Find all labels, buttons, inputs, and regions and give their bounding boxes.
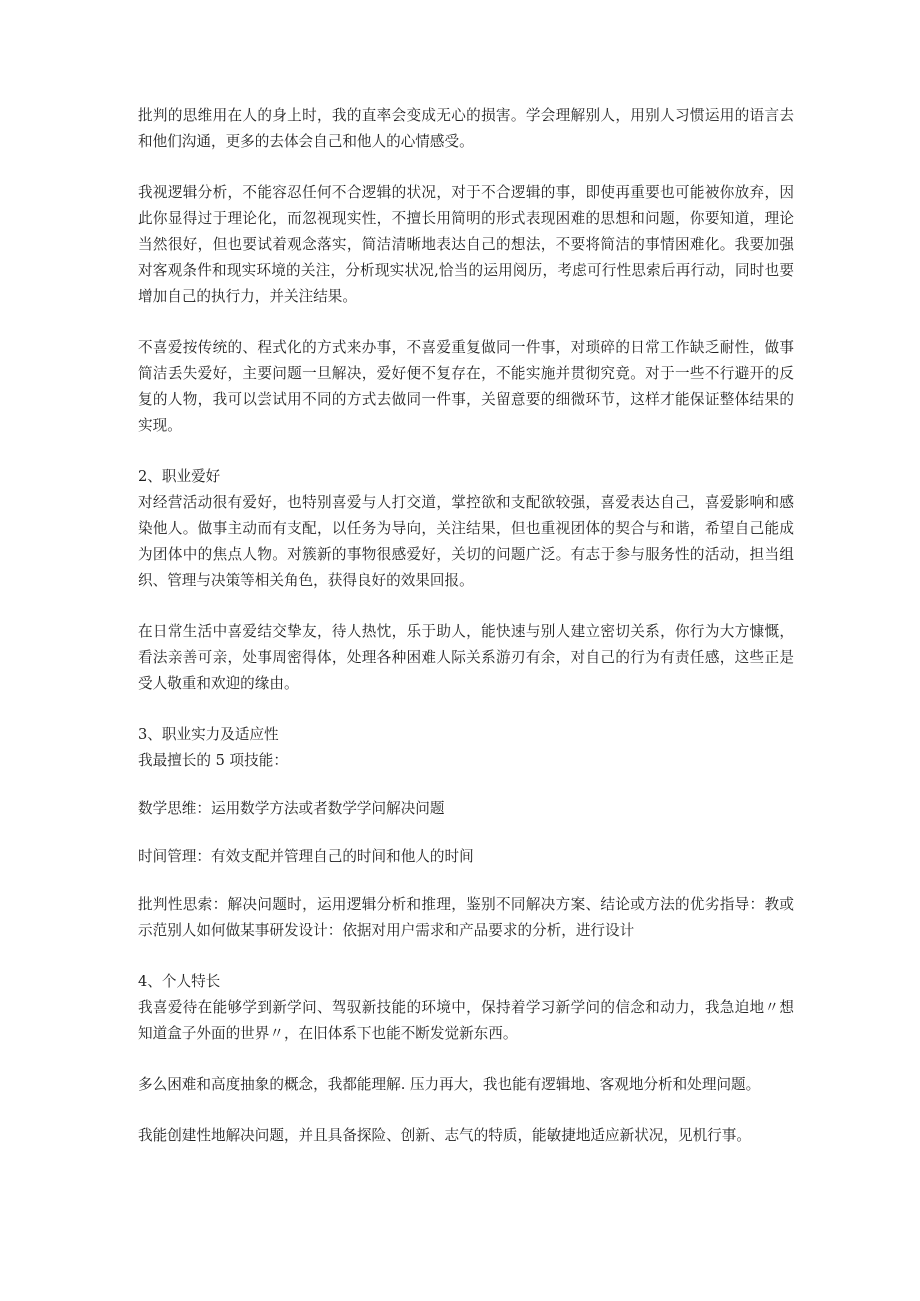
paragraph-creative-problem-solving: 我能创建性地解决问题，并且具备探险、创新、志气的特质，能敏捷地适应新状况，见机行事。	[138, 1127, 751, 1144]
paragraph-routine-work: 不喜爱按传统的、程式化的方式来办事，不喜爱重复做同一件事，对琐碎的日常工作缺乏耐性，做事简洁丢失爱好，主要问题一旦解决，爱好便不复存在，不能实施并贯彻究竟。对于一些不行避开的反复的人物，我可以尝试用不同的方式去做同一件事，关留意要的细微环节，这样才能保证整体结果的实现。	[138, 339, 794, 434]
paragraph-top-skills: 我最擅长的 5 项技能：	[138, 752, 288, 769]
section-heading-personal-strengths: 4、个人特长	[138, 973, 221, 990]
paragraph-social-life: 在日常生活中喜爱结交挚友，待人热忱，乐于助人，能快速与别人建立密切关系，你行为大方慷慨，看法亲善可亲，处事周密得体，处理各种困难人际关系游刃有余，对自己的行为有责任感，这些正是受人敬重和欢迎的缘由。	[138, 623, 794, 692]
skill-item-time-management: 时间管理：有效支配并管理自己的时间和他人的时间	[138, 848, 474, 865]
paragraph-critical-thinking: 批判的思维用在人的身上时，我的直率会变成无心的损害。学会理解别人，用别人习惯运用的语言去和他们沟通，更多的去体会自己和他人的心情感受。	[138, 107, 794, 150]
paragraph-logic-analysis: 我视逻辑分析，不能容忍任何不合逻辑的状况，对于不合逻辑的事，即使再重要也可能被你放弃，因此你显得过于理论化，而忽视现实性，不擅长用简明的形式表现困难的思想和问题，你要知道，理论当然很好，但也要试着观念落实，简洁清晰地表达自己的想法，不要将简洁的事情困难化。我要加强对客观条件和现实环境的关注，分析现实状况,恰当的运用阅历，考虑可行性思索后再行动，同时也要增加自己的执行力，并关注结果。	[138, 184, 794, 305]
section-heading-career-interest: 2、职业爱好	[138, 468, 221, 485]
skill-item-critical-thinking: 批判性思索：解决问题时，运用逻辑分析和推理，鉴别不同解决方案、结论或方法的优劣指导：教或示范别人如何做某事研发设计：依据对用户需求和产品要求的分析，进行设计	[138, 896, 794, 939]
paragraph-business-interest: 对经营活动很有爱好，也特别喜爱与人打交道，掌控欲和支配欲较强，喜爱表达自己，喜爱影响和感染他人。做事主动而有支配，以任务为导向，关注结果，但也重视团体的契合与和谐，希望自己能成为团体中的焦点人物。对簇新的事物很感爱好，关切的问题广泛。有志于参与服务性的活动，担当组织、管理与决策等相关角色，获得良好的效果回报。	[138, 494, 794, 589]
paragraph-learning: 我喜爱待在能够学到新学问、驾驭新技能的环境中，保持着学习新学问的信念和动力，我急迫地〃想知道盒子外面的世界〃，在旧体系下也能不断发觉新东西。	[138, 999, 794, 1042]
section-heading-career-ability: 3、职业实力及适应性	[138, 726, 279, 743]
document-body	[138, 103, 794, 1149]
skill-item-math-thinking: 数学思维：运用数学方法或者数学学问解决问题	[138, 800, 445, 817]
paragraph-abstract-concepts: 多么困难和高度抽象的概念，我都能理解. 压力再大，我也能有逻辑地、客观地分析和处理问题。	[138, 1076, 761, 1093]
